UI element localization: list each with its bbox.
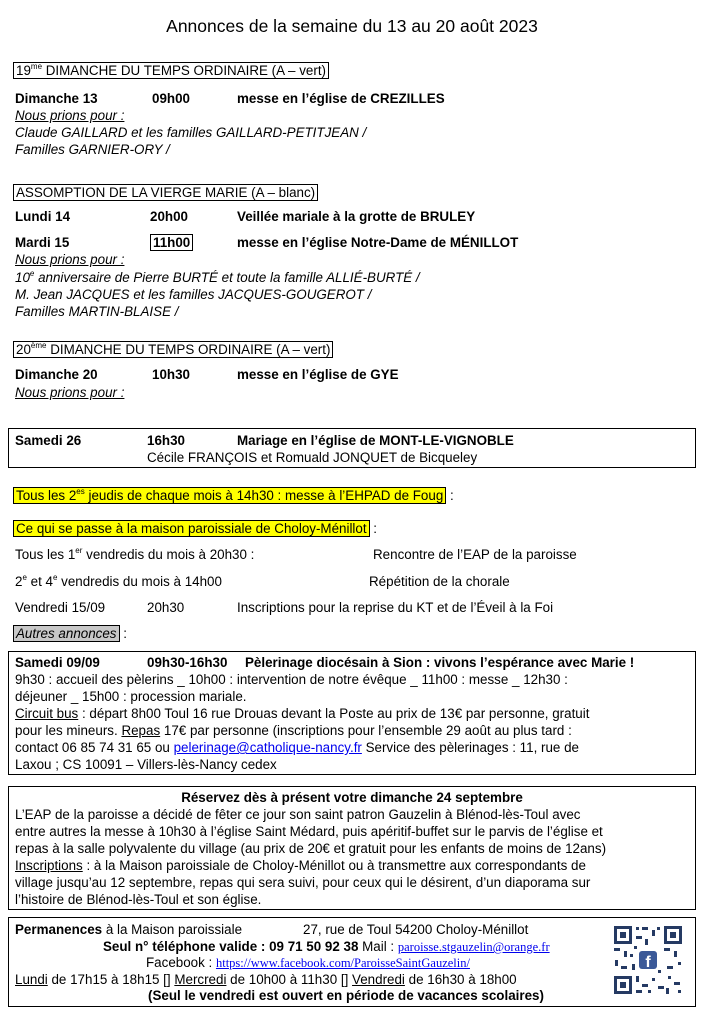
perm-address: 27, rue de Toul 54200 Choloy-Ménillot <box>303 922 529 937</box>
sunday-19-header: $19^{me}$ DIMANCHE DU TEMPS ORDINAIRE (A – vert) <box>13 62 329 79</box>
s1-day: Dimanche 13 <box>15 91 98 106</box>
reserve-line-1: L’EAP de la paroisse a décidé de fêter ce jour son saint patron Gauzelin à Blénod-lès-Toul avec <box>15 807 581 822</box>
perm-line-1: Permanences à la Maison paroissiale <box>15 922 243 937</box>
perm-note: (Seul le vendredi est ouvert en période de vacances scolaires) <box>148 988 544 1003</box>
pele-time: 09h30-16h30 <box>147 655 228 670</box>
s2-event-1: Veillée mariale à la grotte de BRULEY <box>237 209 476 224</box>
s2-day-2: Mardi 15 <box>15 235 70 250</box>
ehpad-line: Tous les $2^{es}$ jeudis de chaque mois à 14h30 : messe à l’EHPAD de Foug : <box>13 488 454 503</box>
pele-line-3: Circuit bus : départ 8h00 Toul 16 rue Drouas devant la Poste au prix de 13€ par personne, gratuit <box>15 706 590 721</box>
svg-text:f: f <box>645 954 651 971</box>
maison-row-1-what: Rencontre de l’EAP de la paroisse <box>373 547 577 562</box>
reserve-line-4: Inscriptions : à la Maison paroissiale de Choloy-Ménillot ou à transmettre aux correspondants de <box>15 858 586 873</box>
wedding-names: Cécile FRANÇOIS et Romuald JONQUET de Bicqueley <box>147 450 478 465</box>
s1-time: 09h00 <box>152 91 190 106</box>
pele-title: Pèlerinage diocésain à Sion : vivons l’espérance avec Marie ! <box>245 655 635 670</box>
s1-prions: Nous prions pour : <box>15 108 125 123</box>
s1-intention-1: Claude GAILLARD et les familles GAILLARD-PETITJEAN / <box>15 125 367 140</box>
s3-day: Dimanche 20 <box>15 367 98 382</box>
pele-day: Samedi 09/09 <box>15 655 100 670</box>
perm-facebook-link[interactable]: https://www.facebook.com/ParoisseSaintGauzelin/ <box>215 956 470 970</box>
reserve-title: Réservez dès à présent votre dimanche 24 septembre <box>181 790 523 805</box>
maison-row-2-when: 2e et 4e vendredis du mois à 14h00 <box>15 573 222 589</box>
pele-line-4: pour les mineurs. Repas 17€ par personne (inscriptions pour l’ensemble 29 août au plus tard : <box>15 723 572 738</box>
reserve-line-5: village jusqu’au 12 septembre, repas qui sera suivi, pour ceux qui le désirent, d’un diaporama sur <box>15 875 591 890</box>
reserve-line-2: entre autres la messe à 10h30 à l’église Saint Médard, puis apéritif-buffet sur le parvis de l’église et <box>15 824 603 839</box>
maison-row-2-what: Répétition de la chorale <box>369 574 510 589</box>
s2-prions: Nous prions pour : <box>15 252 125 267</box>
pele-email-link[interactable]: pelerinage@catholique-nancy.fr <box>173 740 362 755</box>
pele-line-1: 9h30 : accueil des pèlerins _ 10h00 : intervention de notre évêque _ 11h00 : messe _ 12h30 : <box>15 672 568 687</box>
s2-event-2: messe en l’église Notre-Dame de MÉNILLOT <box>237 235 519 250</box>
wedding-time: 16h30 <box>147 433 185 448</box>
pele-line-5: contact 06 85 74 31 65 ou pelerinage@catholique-nancy.fr Service des pèlerinages : 11, rue de <box>15 740 579 755</box>
autres-annonces: Autres annonces : <box>13 626 127 641</box>
s2-day-1: Lundi 14 <box>15 209 71 224</box>
s3-prions: Nous prions pour : <box>15 385 125 400</box>
wedding-day: Samedi 26 <box>15 433 82 448</box>
perm-line-2: Seul n° téléphone valide : 09 71 50 92 38 Mail : paroisse.stgauzelin@orange.fr <box>103 939 550 954</box>
qr-code-icon <box>612 924 684 996</box>
maison-header: Ce qui se passe à la maison paroissiale de Choloy-Ménillot : <box>13 521 377 536</box>
s3-time: 10h30 <box>152 367 190 382</box>
maison-row-1-when: Tous les 1er vendredis du mois à 20h30 : <box>15 546 255 562</box>
s2-time-2: 11h00 <box>150 234 193 251</box>
s1-event: messe en l’église de CREZILLES <box>237 91 445 106</box>
maison-row-3-date: Vendredi 15/09 <box>15 600 106 615</box>
perm-line-3: Facebook : https://www.facebook.com/ParoisseSaintGauzelin/ <box>146 955 470 970</box>
assumption-header: ASSOMPTION DE LA VIERGE MARIE (A – blanc) <box>13 184 318 201</box>
wedding-event: Mariage en l’église de MONT-LE-VIGNOBLE <box>237 433 514 448</box>
perm-email-link[interactable]: paroisse.stgauzelin@orange.fr <box>397 940 550 954</box>
reserve-line-3: repas à la salle polyvalente du village (au prix de 20€ et gratuit pour les enfants de moins de 12ans) <box>15 841 607 856</box>
s2-intention-2: M. Jean JACQUES et les familles JACQUES-GOUGEROT / <box>15 287 372 302</box>
sunday-20-header: 20ème DIMANCHE DU TEMPS ORDINAIRE (A – vert) <box>13 341 333 358</box>
page-title: Annonces de la semaine du 13 au 20 août 2023 <box>166 16 538 36</box>
s1-intention-2: Familles GARNIER-ORY / <box>15 142 170 157</box>
perm-hours: Lundi de 17h15 à 18h15 [] Mercredi de 10h00 à 11h30 [] Vendredi de 16h30 à 18h00 <box>15 972 517 987</box>
maison-row-3-time: 20h30 <box>147 600 185 615</box>
s2-intention-1: 10e anniversaire de Pierre BURTÉ et toute la famille ALLIÉ-BURTÉ / <box>15 269 420 285</box>
s2-time-1: 20h00 <box>150 209 188 224</box>
pele-line-6: Laxou ; CS 10091 – Villers-lès-Nancy cedex <box>15 757 277 772</box>
pele-line-2: déjeuner _ 15h00 : procession mariale. <box>15 689 247 704</box>
s3-event: messe en l’église de GYE <box>237 367 399 382</box>
maison-row-3-what: Inscriptions pour la reprise du KT et de l’Éveil à la Foi <box>237 600 554 615</box>
reserve-line-6: l’histoire de Blénod-lès-Toul et son église. <box>15 892 262 907</box>
s2-intention-3: Familles MARTIN-BLAISE / <box>15 304 179 319</box>
